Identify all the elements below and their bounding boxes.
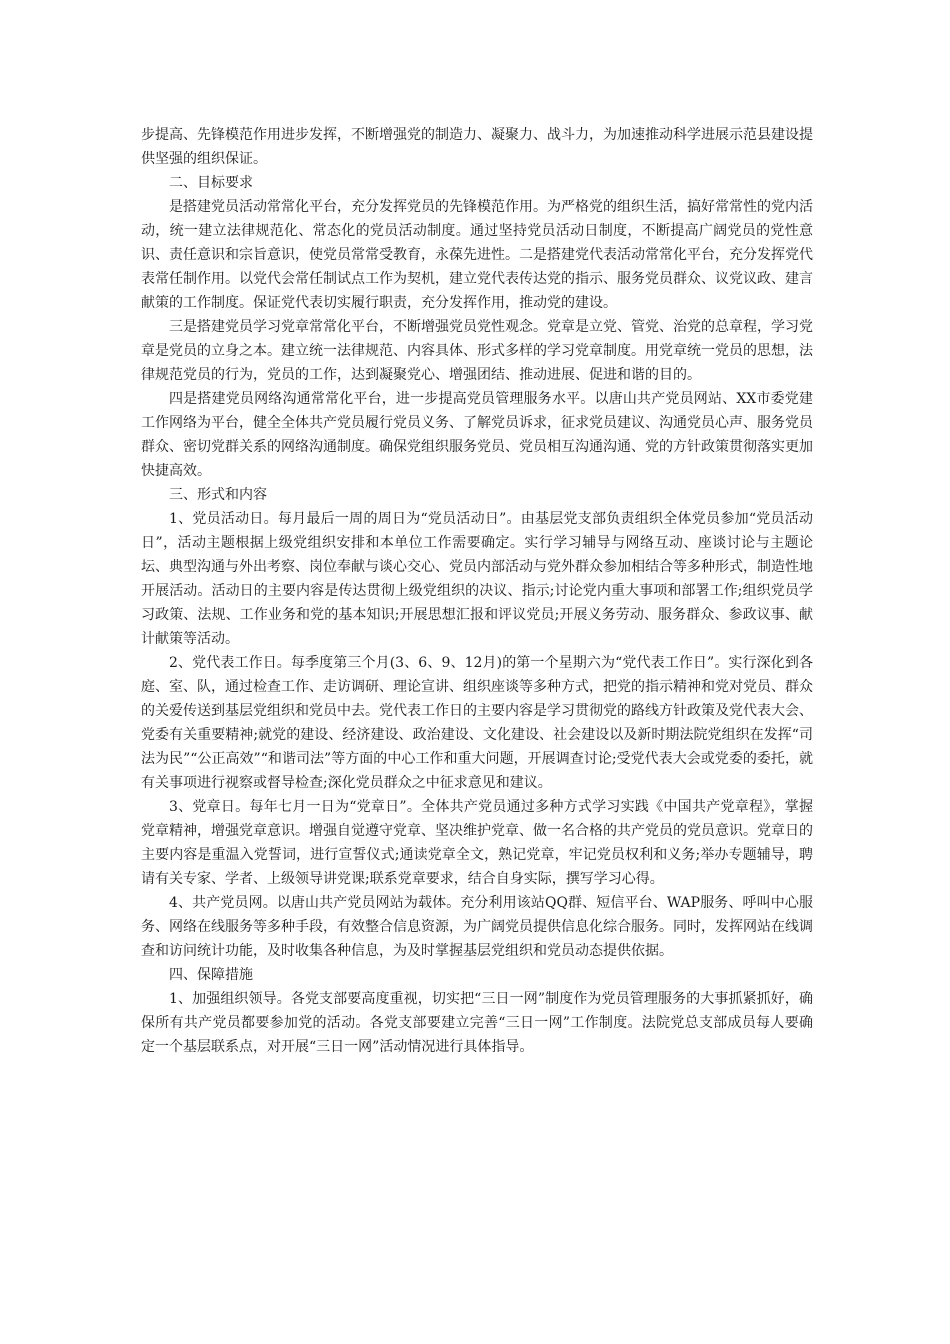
document-body xyxy=(141,123,813,1059)
section-heading-goals: 二、目标要求 xyxy=(169,175,253,191)
section-heading-forms: 三、形式和内容 xyxy=(169,487,267,503)
paragraph-continuation: 步提高、先锋模范作用进步发挥，不断增强党的制造力、凝聚力、战斗力，为加速推动科学进展示范县建设提供坚强的组织保证。 xyxy=(141,127,813,167)
paragraph-activity-day: 1、党员活动日。每月最后一周的周日为“党员活动日”。由基层党支部负责组织全体党员参加“党员活动日”，活动主题根据上级党组织安排和本单位工作需要确定。实行学习辅导与网络互动、座谈讨论与主题论坛、典型沟通与外出考察、岗位奉献与谈心交心、党员内部活动与党外群众参加相结合等多种形式，制造性地开展活动。活动日的主要内容是传达贯彻上级党组织的决议、指示;讨论党内重大事项和部署工作;组织党员学习政策、法规、工作业务和党的基本知识;开展思想汇报和评议党员;开展义务劳动、服务群众、参政议事、献计献策等活动。 xyxy=(141,511,813,647)
paragraph-representative-day: 2、党代表工作日。每季度第三个月(3、6、9、12月)的第一个星期六为“党代表工作日”。实行深化到各庭、室、队，通过检查工作、走访调研、理论宣讲、组织座谈等多种方式，把党的指示精神和党对党员、群众的关爱传送到基层党组织和党员中去。党代表工作日的主要内容是学习贯彻党的路线方针政策及党代表大会、党委有关重要精神;就党的建设、经济建设、政治建设、文化建设、社会建设以及新时期法院党组织在发挥“司法为民”“公正高效”“和谐司法”等方面的中心工作和重大问题，开展调查讨论;受党代表大会或党委的委托，就有关事项进行视察或督导检查;深化党员群众之中征求意见和建议。 xyxy=(141,655,813,791)
paragraph-party-website: 4、共产党员网。以唐山共产党员网站为载体。充分利用该站QQ群、短信平台、WAP服务、呼叫中心服务、网络在线服务等多种手段，有效整合信息资源，为广阔党员提供信息化综合服务。同时，发挥网站在线调查和访问统计功能，及时收集各种信息，为及时掌握基层党组织和党员动态提供依据。 xyxy=(141,895,813,959)
paragraph-platform-network: 四是搭建党员网络沟通常常化平台，进一步提高党员管理服务水平。以唐山共产党员网站、XX市委党建工作网络为平台，健全全体共产党员履行党员义务、了解党员诉求，征求党员建议、沟通党员心声、服务党员群众、密切党群关系的网络沟通制度。确保党组织服务党员、党员相互沟通沟通、党的方针政策贯彻落实更加快捷高效。 xyxy=(141,391,813,479)
paragraph-platform-constitution: 三是搭建党员学习党章常常化平台，不断增强党员党性观念。党章是立党、管党、治党的总章程，学习党章是党员的立身之本。建立统一法律规范、内容具体、形式多样的学习党章制度。用党章统一党员的思想，法律规范党员的行为，党员的工作，达到凝聚党心、增强团结、推动进展、促进和谐的目的。 xyxy=(141,319,813,383)
paragraph-organization-leadership: 1、加强组织领导。各党支部要高度重视，切实把“三日一网”制度作为党员管理服务的大事抓紧抓好，确保所有共产党员都要参加党的活动。各党支部要建立完善“三日一网”工作制度。法院党总支部成员每人要确定一个基层联系点，对开展“三日一网”活动情况进行具体指导。 xyxy=(141,991,813,1055)
paragraph-constitution-day: 3、党章日。每年七月一日为“党章日”。全体共产党员通过多种方式学习实践《中国共产党章程》，掌握党章精神，增强党章意识。增强自觉遵守党章、坚决维护党章、做一名合格的共产党员的党员意识。党章日的主要内容是重温入党誓词，进行宣誓仪式;通读党章全文，熟记党章，牢记党员权利和义务;举办专题辅导，聘请有关专家、学者、上级领导讲党课;联系党章要求，结合自身实际，撰写学习心得。 xyxy=(141,799,813,887)
section-heading-measures: 四、保障措施 xyxy=(169,967,253,983)
paragraph-platform-activity: 是搭建党员活动常常化平台，充分发挥党员的先锋模范作用。为严格党的组织生活，搞好常常性的党内活动，统一建立法律规范化、常态化的党员活动制度。通过坚持党员活动日制度，不断提高广阔党员的党性意识、责任意识和宗旨意识，使党员常常受教育，永葆先进性。二是搭建党代表活动常常化平台，充分发挥党代表常任制作用。以党代会常任制试点工作为契机，建立党代表传达党的指示、服务党员群众、议党议政、建言献策的工作制度。保证党代表切实履行职责，充分发挥作用，推动党的建设。 xyxy=(141,199,813,311)
